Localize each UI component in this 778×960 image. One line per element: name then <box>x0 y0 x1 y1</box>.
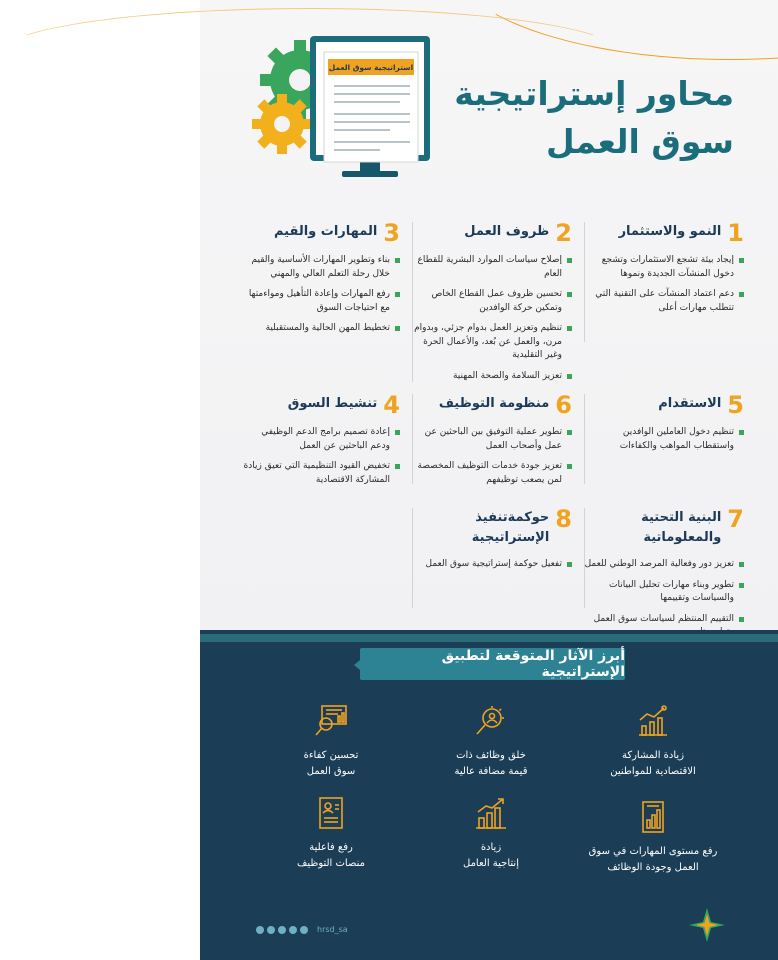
pillar-title: البنية التحتية والمعلوماتية <box>641 510 722 545</box>
impact-label: زيادة المشاركة <box>621 750 685 761</box>
impact-item <box>256 796 406 872</box>
impact-label: سوق العمل <box>306 766 356 777</box>
pillar-number: 6 <box>555 391 572 419</box>
youtube-icon[interactable] <box>267 926 275 934</box>
pillar-skills-values <box>240 219 400 342</box>
impact-item <box>416 704 566 780</box>
ministry-logo-icon <box>686 904 728 946</box>
pillar-title: منظومة التوظيف <box>438 396 550 411</box>
list-item: تنظيم وتعزيز العمل بدوام جزئي، وبدوام مرن، والعمل عن بُعد، والأعمال الحرة وغير التقليدية <box>412 322 572 363</box>
pillar-recruitment <box>584 391 744 484</box>
list-item: دعم اعتماد المنشآت على التقنية التي تتطلب مهارات أعلى <box>584 288 744 315</box>
list-item: تحسين ظروف عمل القطاع الخاص وتمكين حركة الوافدين <box>412 288 572 315</box>
title-line-1: محاور إستراتيجية <box>454 74 734 113</box>
pillar-number: 5 <box>727 391 744 419</box>
pillar-title: تنشيط السوق <box>287 396 378 411</box>
pillar-infrastructure-information <box>584 505 744 624</box>
pillar-number: 4 <box>383 391 400 419</box>
list-item: تعزيز دور وفعالية المرصد الوطني للعمل <box>584 558 744 572</box>
list-item: التقييم المنتظم لسياسات سوق العمل <box>584 613 744 640</box>
profile-document-icon <box>314 796 348 830</box>
analysis-screen-icon <box>314 704 348 738</box>
impact-label: إنتاجية العامل <box>463 858 519 869</box>
impact-label: رفع مستوى المهارات في سوق <box>588 846 718 857</box>
impact-label: خلق وظائف ذات <box>456 750 526 761</box>
pillar-number: 1 <box>727 219 744 247</box>
list-item: تعزيز جودة خدمات التوظيف المخصصة لمن يصعب توظيفهم <box>412 460 572 487</box>
impact-label: العمل وجودة الوظائف <box>607 862 699 873</box>
bar-growth-icon <box>474 796 508 830</box>
list-item: تطوير وبناء مهارات تحليل البيانات والسياسات وتقييمها <box>584 579 744 606</box>
top-section <box>200 0 778 630</box>
pillar-title: الاستقدام <box>658 396 722 411</box>
list-item: بناء وتطوير المهارات الأساسية والقيم خلال رحلة التعلم العالي والمهني <box>240 254 400 281</box>
impact-label: تحسين كفاءة <box>303 750 359 761</box>
pillar-title: النمو والاستثمار <box>618 224 722 239</box>
pillar-number: 8 <box>555 505 572 533</box>
impact-item <box>256 704 406 780</box>
instagram-icon[interactable] <box>256 926 264 934</box>
pillar-title: حوكمةتنفيذ الإستراتيجية <box>471 510 550 545</box>
impact-label: رفع فاعلية <box>309 842 353 853</box>
pillar-work-conditions <box>412 219 572 382</box>
pillar-title: المهارات والقيم <box>273 224 378 239</box>
impact-label: الاقتصادية للمواطنين <box>610 766 696 777</box>
list-item: تخفيض القيود التنظيمية التي تعيق زيادة المشاركة الاقتصادية <box>240 460 400 487</box>
document-chart-icon <box>636 800 670 834</box>
monitor-gears-illustration <box>250 22 440 182</box>
pillar-number: 2 <box>555 219 572 247</box>
list-item: تفعيل حوكمة إستراتيجية سوق العمل <box>412 558 572 572</box>
list-item: إيجاد بيئة تشجع الاستثمارات وتشجع دخول المنشآت الجديدة ونموها <box>584 254 744 281</box>
impact-label: زيادة <box>480 842 502 853</box>
list-item: تنظيم دخول العاملين الوافدين واستقطاب المواهب والكفاءات <box>584 426 744 453</box>
list-item: تخطيط المهن الحالية والمستقبلية <box>240 322 400 336</box>
pillar-number: 7 <box>727 505 744 533</box>
magnifier-people-icon <box>474 704 508 738</box>
list-item: تعزيز السلامة والصحة المهنية <box>412 370 572 384</box>
impact-label: قيمة مضافة عالية <box>454 766 528 777</box>
pillar-number: 3 <box>383 219 400 247</box>
growth-chart-icon <box>636 704 670 738</box>
impact-item <box>578 800 728 876</box>
list-item: تطوير عملية التوفيق بين الباحثين عن عمل وأصحاب العمل <box>412 426 572 453</box>
impact-item <box>578 704 728 780</box>
teal-band <box>200 634 778 642</box>
yellow-gear-icon <box>252 94 312 154</box>
list-item: إصلاح سياسات الموارد البشرية للقطاع العام <box>412 254 572 281</box>
impacts-title: أبرز الآثار المتوقعة لتطبيق الإستراتيجية <box>360 648 625 680</box>
pillar-governance <box>412 505 572 608</box>
list-item: إعادة تصميم برامج الدعم الوظيفي ودعم الباحثين عن العمل <box>240 426 400 453</box>
social-links <box>256 925 348 934</box>
facebook-icon[interactable] <box>278 926 286 934</box>
pillar-market-activation <box>240 391 400 485</box>
pillar-title: ظروف العمل <box>464 224 550 239</box>
title-line-2: سوق العمل <box>545 122 734 161</box>
twitter-icon[interactable] <box>289 926 297 934</box>
social-handle: hrsd_sa <box>317 925 348 934</box>
snapchat-icon[interactable] <box>300 926 308 934</box>
list-item: رفع المهارات وإعادة التأهيل ومواءمتها مع احتياجات السوق <box>240 288 400 315</box>
monitor-label: استراتيجية سوق العمل <box>328 63 414 72</box>
page-title <box>434 70 734 166</box>
impact-label: منصات التوظيف <box>296 858 366 869</box>
pillar-growth-investment <box>584 219 744 342</box>
impact-item <box>416 796 566 872</box>
pillar-employment-system <box>412 391 572 485</box>
